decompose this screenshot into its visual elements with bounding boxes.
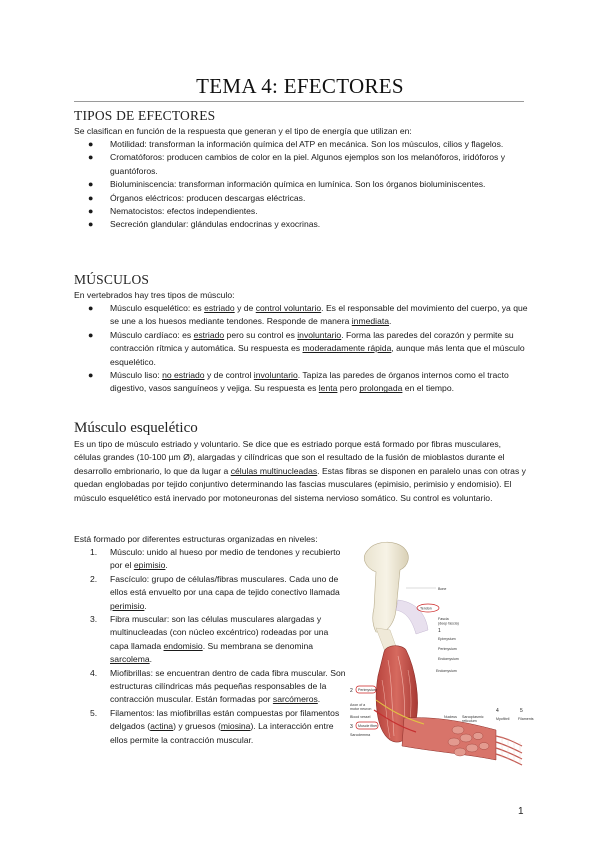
list-item: ● Nematocistos: efectos independientes. — [88, 206, 258, 217]
list-item: 3. Fibra muscular: son las células musculares alargadas y multinucleadas (con núcleo excéntrico) rodeadas por una capa llamada endomisio. Su membrana se denomina sarcolema. — [90, 614, 329, 665]
section-heading-musculos: MÚSCULOS — [74, 272, 150, 287]
niveles-intro: Está formado por diferentes estructuras organizadas en niveles: — [74, 534, 318, 544]
svg-text:(deep fascia): (deep fascia) — [438, 621, 459, 626]
fascicle-bundle-illustration — [402, 718, 522, 765]
svg-text:3: 3 — [350, 724, 353, 730]
svg-text:5: 5 — [520, 708, 523, 714]
svg-text:Bone: Bone — [438, 587, 447, 591]
list-item: ● Secreción glandular: glándulas endocrinas y exocrinas. — [88, 219, 321, 230]
musculos-intro: En vertebrados hay tres tipos de músculo: — [74, 290, 235, 300]
svg-text:Endomysium: Endomysium — [438, 657, 459, 661]
svg-text:Tendon: Tendon — [420, 606, 432, 611]
musculos-list — [74, 302, 530, 396]
list-item: 2. Fascículo: grupo de células/fibras musculares. Cada uno de ellos está envuelto por una capa de tejido conectivo llamada perimisio. — [90, 573, 340, 611]
svg-text:Sarcoplasmic: Sarcoplasmic — [462, 715, 484, 719]
svg-text:Sarcolemma: Sarcolemma — [350, 733, 371, 737]
svg-text:Perimysium: Perimysium — [358, 688, 377, 692]
tipos-list — [74, 138, 530, 232]
list-item: ● Músculo cardíaco: es estriado pero su control es involuntario. Forma las paredes del corazón y permite su contracción rítmica y automática. Su respuesta es moderadamente rápida, aunque más lenta que el músculo esquelético. — [88, 329, 525, 367]
svg-text:Endomysium: Endomysium — [436, 669, 457, 673]
list-item: 5. Filamentos: las miofibrillas están compuestas por filamentos delgados (actina) y gruesos (miosina). La interacción entre ellos permite la contracción muscular. — [90, 707, 340, 745]
list-item: ● Músculo esquelético: es estriado y de control voluntario. Es el responsable del movimiento del cuerpo, ya que se une a los huesos mediante tendones. Responde de manera inmediata. — [88, 303, 528, 327]
svg-text:Myofibril: Myofibril — [496, 717, 510, 721]
esqueletico-paragraph: Es un tipo de músculo estriado y voluntario. Se dice que es estriado porque está formado por fibras musculares, células grandes (10-100 µm Ø), alargadas y cilíndricas que son el resultado de la fusión de mioblastos durante el desarrollo embrionario, lo que da lugar a células multinucleadas. Estas fibras se disponen en paralelo unas con otras y quedan englobadas por tejido conjuntivo determinando las fascias musculares (epimisio, perimisio y endomisio). El músculo esquelético está inervado por motoneuronas del sistema nervioso somático. Su control es voluntario. — [74, 439, 526, 503]
section-heading-tipos: TIPOS DE EFECTORES — [74, 108, 216, 123]
svg-text:Perimysium: Perimysium — [438, 647, 457, 651]
list-item: 1. Músculo: unido al hueso por medio de tendones y recubierto por el epimisio. — [90, 547, 341, 571]
svg-text:motor neuron: motor neuron — [350, 707, 372, 711]
title-divider — [74, 101, 524, 102]
svg-text:4: 4 — [496, 708, 499, 714]
figure-number-markers — [350, 628, 523, 730]
tipos-intro: Se clasifican en función de la respuesta que generan y el tipo de energía que utilizan en: — [74, 126, 412, 136]
page-number: 1 — [518, 806, 524, 817]
list-item: ● Motilidad: transforman la información química del ATP en mecánica. Son los músculos, cilios y flagelos. — [88, 139, 504, 149]
list-item: ● Bioluminiscencia: transforman información química en lumínica. Son los órganos bioluminiscentes. — [88, 179, 486, 190]
svg-text:Fascia: Fascia — [438, 617, 449, 621]
svg-text:1: 1 — [438, 628, 441, 634]
svg-text:Epimysium: Epimysium — [438, 637, 456, 641]
svg-text:Blood vessel: Blood vessel — [350, 715, 371, 719]
list-item: ● Cromatóforos: producen cambios de color en la piel. Algunos ejemplos son los melanóforos, iridóforos y guantóforos. — [88, 152, 506, 176]
muscle-anatomy-figure — [346, 540, 536, 790]
svg-text:Filaments: Filaments — [518, 717, 534, 721]
svg-text:Axon of a: Axon of a — [350, 703, 366, 707]
list-item: ● Músculo liso: no estriado y de control involuntario. Tapiza las paredes de órganos internos como el tracto digestivo, vasos sanguíneos y vejiga. Su respuesta es lenta pero prolongada en el tiempo. — [88, 370, 509, 394]
section-heading-esqueletico: Músculo esquelético — [74, 420, 198, 436]
fascia-illustration — [396, 600, 428, 634]
list-item: 4. Miofibrillas: se encuentran dentro de cada fibra muscular. Son estructuras cilíndricas más pequeñas responsables de la contracción muscular. Están formadas por sarcómeros. — [90, 667, 346, 705]
list-item: ● Órganos eléctricos: producen descargas eléctricas. — [88, 192, 306, 203]
svg-text:Muscle fiber: Muscle fiber — [358, 724, 378, 728]
document-title: TEMA 4: EFECTORES — [196, 74, 404, 98]
niveles-list — [74, 546, 346, 747]
bone-illustration — [364, 542, 408, 632]
svg-text:reticulum: reticulum — [462, 719, 477, 723]
svg-text:2: 2 — [350, 688, 353, 694]
svg-text:Nucleus: Nucleus — [444, 715, 457, 719]
